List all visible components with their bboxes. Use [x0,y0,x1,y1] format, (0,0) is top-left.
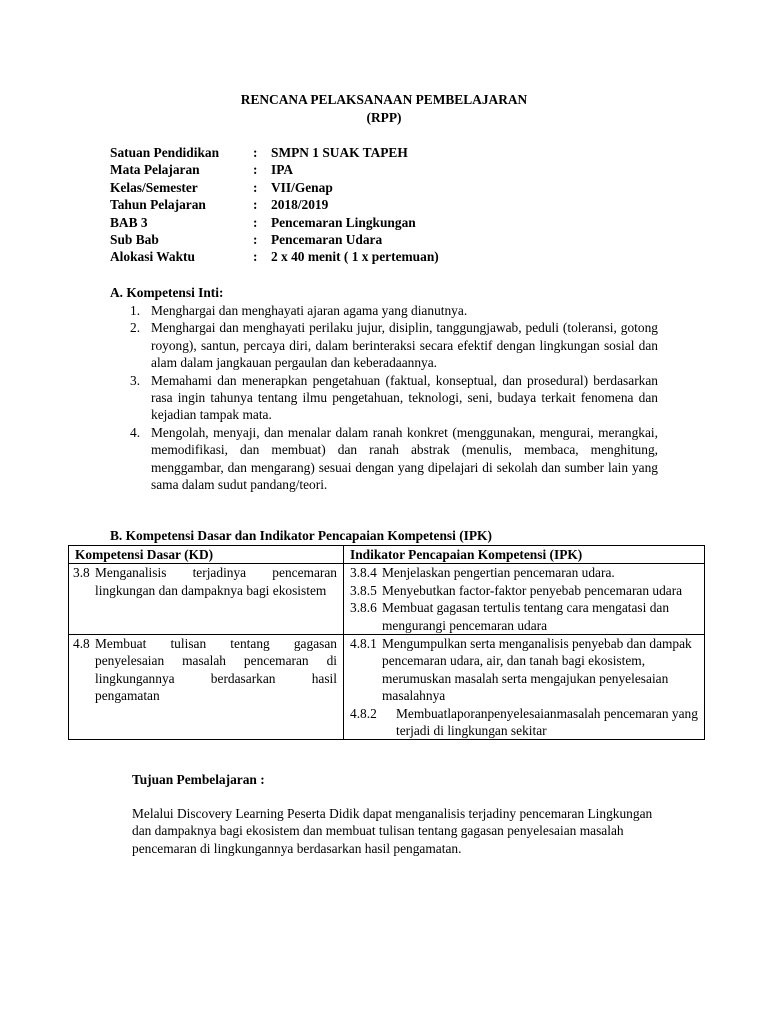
table-header-row [69,546,705,564]
info-row-bab [110,214,439,231]
info-label: Mata Pelajaran [110,162,200,178]
info-label: Sub Bab [110,231,159,247]
ipk-entry [350,582,698,599]
list-number: 4. [130,424,141,440]
list-item [130,424,658,494]
list-text: Menghargai dan menghayati perilaku jujur, disiplin, tanggungjawab, peduli (toleransi, gotong royong), santun, percaya diri, dalam berinteraksi secara efektif dengan lingkungan sosial dan alam dalam jangkauan pergaulan dan keberadaannya. [151,320,658,371]
info-colon: : [253,231,258,247]
info-value: SMPN 1 SUAK TAPEH [271,145,408,160]
ipk-code: 3.8.5 [350,582,377,598]
ipk-entry [350,564,698,581]
ipk-text: Menyebutkan factor-faktor penyebab pencemaran udara [382,582,683,598]
ipk-text: Membuat gagasan tertulis tentang cara mengatasi dan mengurangi pencemaran udara [382,600,670,633]
table-row [69,635,705,740]
document-subtitle: (RPP) [366,110,402,125]
ipk-entry [350,635,698,705]
info-colon: : [253,162,258,178]
ipk-entry [350,705,698,740]
info-colon: : [253,145,258,160]
info-label: Satuan Pendidikan [110,145,220,160]
info-value: 2018/2019 [271,197,329,213]
column-header-kd: Kompetensi Dasar (KD) [69,546,344,564]
info-colon: : [253,214,258,230]
ipk-cell [344,564,705,635]
ipk-code: 4.8.2 [350,705,377,721]
document-title: RENCANA PELAKSANAAN PEMBELAJARAN [240,92,528,107]
info-value: Pencemaran Lingkungan [271,214,416,230]
ipk-text: Menjelaskan pengertian pencemaran udara. [382,565,615,581]
kompetensi-inti-list [130,302,658,493]
ipk-code: 4.8.1 [350,636,377,652]
list-text: Mengolah, menyaji, dan menalar dalam ranah konkret (menggunakan, mengurai, merangkai, memodifikasi, dan membuat) dan ranah abstrak (menulis, membaca, menghitung, menggambar, dan mengarang) sesuai dengan yang dipelajari di sekolah dan sumber lain yang sama dalam sudut pandang/teori. [151,424,658,493]
info-row-alokasi [110,248,439,265]
list-item [130,372,658,424]
column-header-ipk: Indikator Pencapaian Kompetensi (IPK) [344,546,705,564]
kd-entry [75,564,337,599]
info-label: BAB 3 [110,214,148,230]
ipk-code: 3.8.6 [350,600,377,616]
info-value: Pencemaran Udara [271,231,383,247]
section-heading-kompetensi-inti: A. Kompetensi Inti: [110,285,224,300]
tujuan-paragraph: Melalui Discovery Learning Peserta Didik dapat menganalisis terjadiny pencemaran Lingkungan dan dampaknya bagi ekosistem dan membuat tulisan tentang gagasan penyelesaian masalah pencemaran di lingkungannya berdasarkan hasil pengamatan. [132,806,653,856]
kd-text: Membuat tulisan tentang gagasan penyelesaian masalah pencemaran di lingkungannya berdasarkan hasil pengamatan [95,636,337,704]
ipk-code: 3.8.4 [350,565,377,581]
info-colon: : [253,179,258,195]
identity-block [110,144,439,266]
list-item [130,319,658,371]
info-label: Tahun Pelajaran [110,197,206,213]
info-row-subbab [110,231,439,248]
info-value: VII/Genap [271,179,333,195]
info-row-tahun [110,196,439,213]
list-number: 3. [130,372,141,388]
kd-cell [69,564,344,635]
ipk-entry [350,599,698,634]
ipk-cell [344,635,705,740]
kd-code: 3.8 [73,565,90,581]
ipk-text: Mengumpulkan serta menganalisis penyebab dan dampak pencemaran udara, air, dan tanah bagi ekosistem, merumuskan masalah serta mengajukan penyelesaian masalahnya [382,636,692,704]
info-colon: : [253,249,258,265]
list-number: 2. [130,320,141,336]
kd-cell [69,635,344,740]
info-label: Alokasi Waktu [110,249,195,265]
section-heading-kompetensi-dasar: B. Kompetensi Dasar dan Indikator Pencapaian Kompetensi (IPK) [110,528,492,543]
list-text: Memahami dan menerapkan pengetahuan (faktual, konseptual, dan prosedural) berdasarkan rasa ingin tahunya tentang ilmu pengetahuan, teknologi, seni, budaya terkait fenomena dan kejadian tampak mata. [151,372,658,423]
info-label: Kelas/Semester [110,179,198,195]
section-heading-tujuan: Tujuan Pembelajaran : [132,772,265,787]
info-value: IPA [271,162,294,178]
info-row-mapel [110,161,439,178]
list-text: Menghargai dan menghayati ajaran agama yang dianutnya. [151,303,468,318]
table-row [69,564,705,635]
kd-entry [75,635,337,705]
kd-text: Menganalisis terjadinya pencemaran lingkungan dan dampaknya bagi ekosistem [95,565,337,598]
info-value: 2 x 40 menit ( 1 x pertemuan) [271,249,439,265]
ipk-text: Membuatlaporanpenyelesaianmasalah pencemaran yang terjadi di lingkungan sekitar [396,705,698,739]
info-row-kelas [110,179,439,196]
list-number: 1. [130,303,141,318]
kd-ipk-table [68,545,705,740]
kd-code: 4.8 [73,636,90,652]
info-row-satuan [110,144,439,161]
info-colon: : [253,197,258,213]
list-item [130,302,658,319]
